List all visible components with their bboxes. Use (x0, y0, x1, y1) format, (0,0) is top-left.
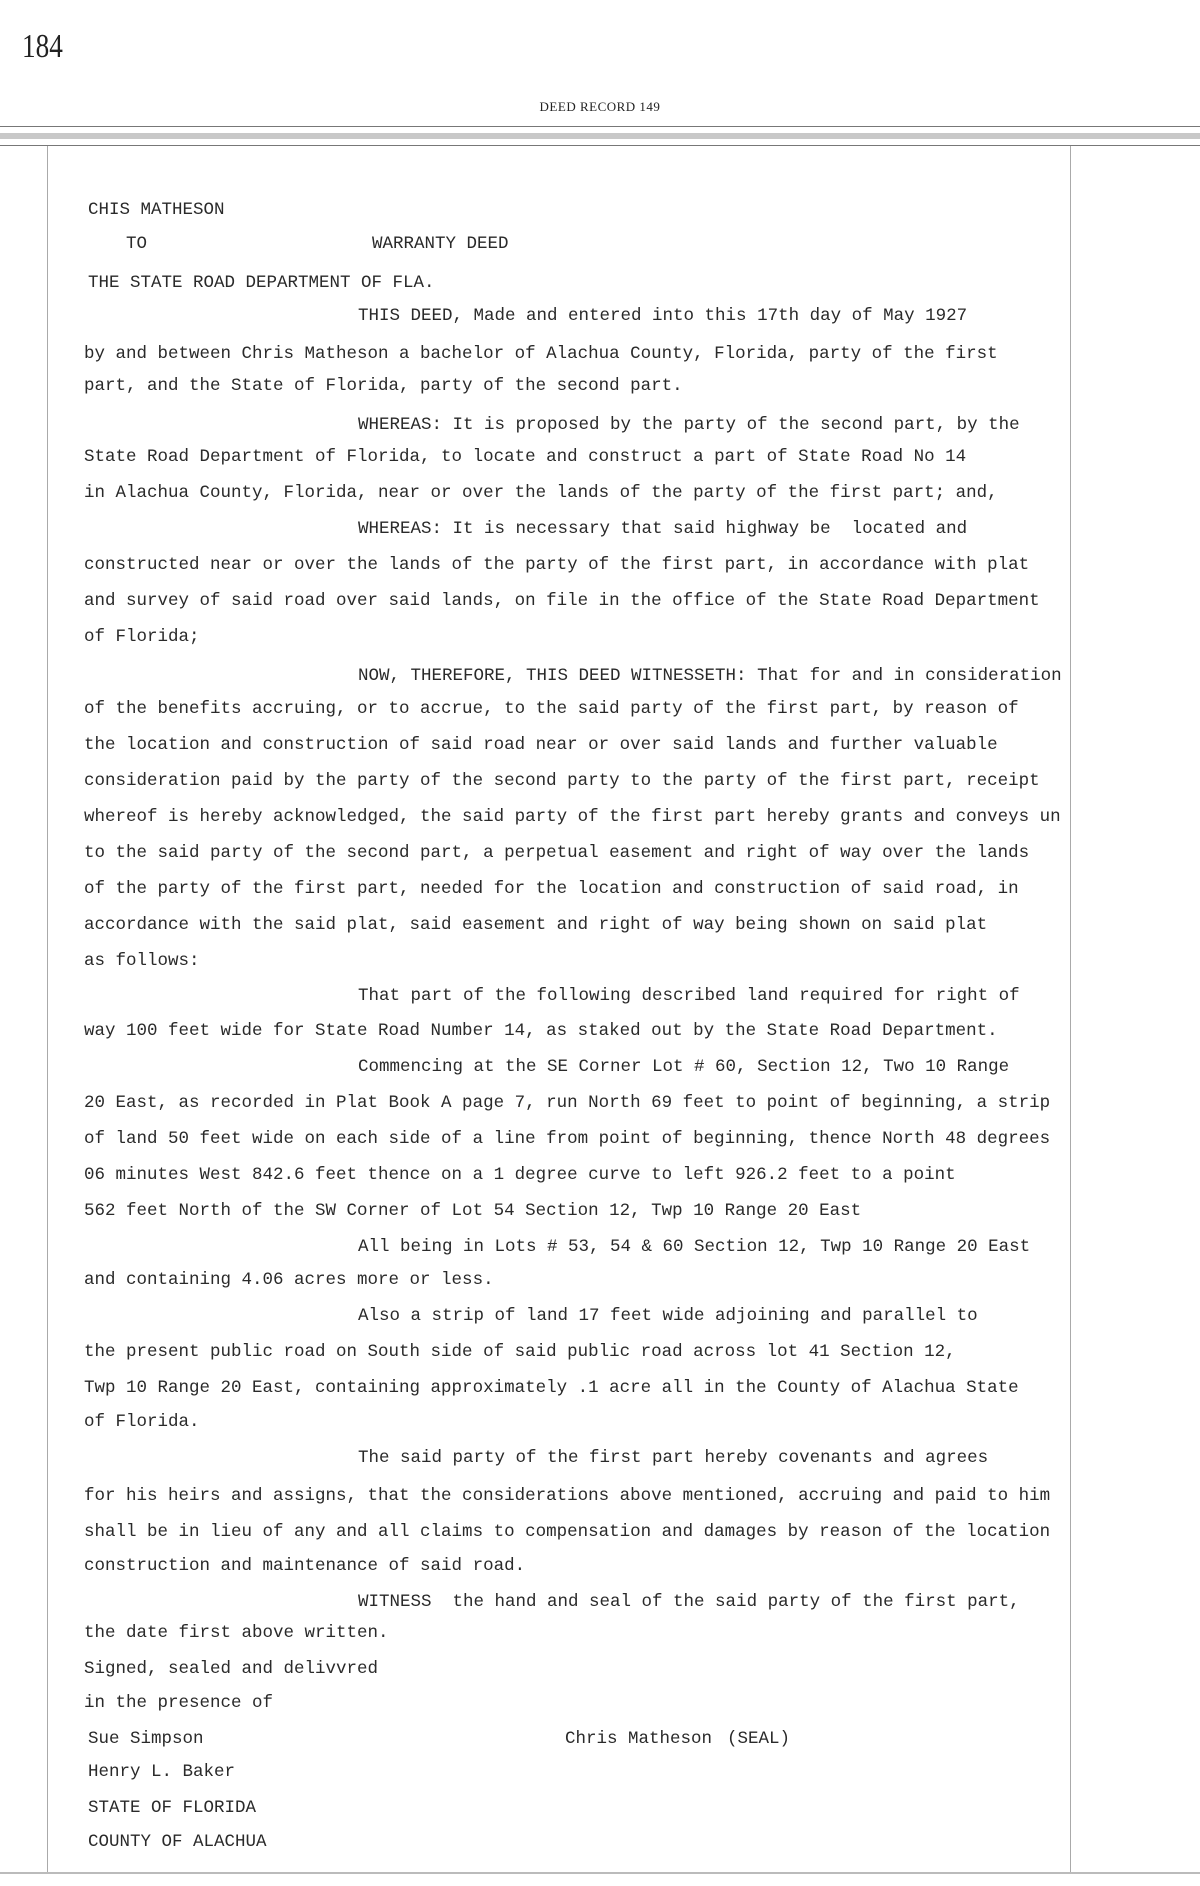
deed-text-line: consideration paid by the party of the second party to the party of the first part, receipt (84, 771, 1040, 791)
deed-text-line: whereof is hereby acknowledged, the said party of the first part hereby grants and conveys un (84, 807, 1061, 827)
deed-text-line: by and between Chris Matheson a bachelor of Alachua County, Florida, party of the first (84, 344, 998, 364)
header-rule-bottom (0, 145, 1200, 146)
deed-text-line: Also a strip of land 17 feet wide adjoining and parallel to (358, 1306, 978, 1326)
deed-text-line: Twp 10 Range 20 East, containing approximately .1 acre all in the County of Alachua State (84, 1378, 1019, 1398)
header-rule-band (0, 133, 1200, 139)
left-margin-line (47, 146, 48, 1872)
book-header: DEED RECORD 149 (539, 99, 661, 114)
deed-text-line: and survey of said road over said lands, on file in the office of the State Road Department (84, 591, 1040, 611)
page-number: 184 (22, 28, 63, 65)
deed-text-line: NOW, THEREFORE, THIS DEED WITNESSETH: That for and in consideration (358, 666, 1062, 686)
deed-text-line: way 100 feet wide for State Road Number 14, as staked out by the State Road Department. (84, 1021, 998, 1041)
deed-text-line: Commencing at the SE Corner Lot # 60, Section 12, Two 10 Range (358, 1057, 1010, 1077)
deed-text-line: The said party of the first part hereby covenants and agrees (358, 1448, 989, 1468)
right-margin-line (1070, 146, 1071, 1872)
deed-text-line: WHEREAS: It is proposed by the party of the second part, by the (358, 415, 1020, 435)
deed-text-line: shall be in lieu of any and all claims to compensation and damages by reason of the location (84, 1522, 1051, 1542)
header-rule-top (0, 126, 1200, 127)
deed-text-line: WITNESS the hand and seal of the said party of the first part, (358, 1592, 1020, 1612)
deed-text-line: All being in Lots # 53, 54 & 60 Section 12, Twp 10 Range 20 East (358, 1237, 1031, 1257)
deed-text-line: in Alachua County, Florida, near or over the lands of the party of the first part; and, (84, 483, 998, 503)
deed-text-line: as follows: (84, 951, 200, 971)
deed-text-line: and containing 4.06 acres more or less. (84, 1270, 494, 1290)
deed-text-line: of the benefits accruing, or to accrue, to the said party of the first part, by reason of (84, 699, 1019, 719)
ack-county: COUNTY OF ALACHUA (88, 1832, 267, 1852)
deed-text-line: WHEREAS: It is necessary that said highway be located and (358, 519, 968, 539)
deed-text-line: of Florida. (84, 1412, 200, 1432)
deed-text-line: accordance with the said plat, said easement and right of way being shown on said plat (84, 915, 988, 935)
instrument-type: WARRANTY DEED (372, 234, 509, 254)
deed-text-line: the location and construction of said road near or over said lands and further valuable (84, 735, 998, 755)
grantor-name: CHIS MATHESON (88, 200, 225, 220)
grantee-name: THE STATE ROAD DEPARTMENT OF FLA. (88, 273, 435, 293)
deed-text-line: for his heirs and assigns, that the considerations above mentioned, accruing and paid to him (84, 1486, 1051, 1506)
deed-text-line: the date first above written. (84, 1623, 389, 1643)
witness-2: Henry L. Baker (88, 1762, 236, 1782)
deed-text-line: THIS DEED, Made and entered into this 17th day of May 1927 (358, 306, 968, 326)
ack-state: STATE OF FLORIDA (88, 1798, 257, 1818)
deed-text-line: Signed, sealed and delivvred (84, 1659, 379, 1679)
deed-text-line: construction and maintenance of said road. (84, 1556, 526, 1576)
deed-text-line: of the party of the first part, needed for the location and construction of said road, in (84, 879, 1019, 899)
seal-mark: (SEAL) (727, 1729, 791, 1749)
deed-text-line: constructed near or over the lands of the party of the first part, in accordance with plat (84, 555, 1030, 575)
deed-text-line: State Road Department of Florida, to locate and construct a part of State Road No 14 (84, 447, 967, 467)
bottom-rule (0, 1872, 1200, 1874)
deed-text-line: 562 feet North of the SW Corner of Lot 54 Section 12, Twp 10 Range 20 East (84, 1201, 862, 1221)
signer-name: Chris Matheson (565, 1729, 713, 1749)
deed-text-line: That part of the following described land required for right of (358, 986, 1020, 1006)
deed-text-line: the present public road on South side of said public road across lot 41 Section 12, (84, 1342, 956, 1362)
deed-text-line: 20 East, as recorded in Plat Book A page 7, run North 69 feet to point of beginning, a strip (84, 1093, 1051, 1113)
deed-text-line: part, and the State of Florida, party of the second part. (84, 376, 683, 396)
deed-text-line: to the said party of the second part, a perpetual easement and right of way over the lands (84, 843, 1030, 863)
deed-text-line: in the presence of (84, 1693, 274, 1713)
deed-text-line: of Florida; (84, 627, 200, 647)
deed-text-line: of land 50 feet wide on each side of a line from point of beginning, thence North 48 degrees (84, 1129, 1051, 1149)
caption-to: TO (126, 234, 148, 254)
deed-text-line: 06 minutes West 842.6 feet thence on a 1 degree curve to left 926.2 feet to a point (84, 1165, 956, 1185)
witness-1: Sue Simpson (88, 1729, 204, 1749)
